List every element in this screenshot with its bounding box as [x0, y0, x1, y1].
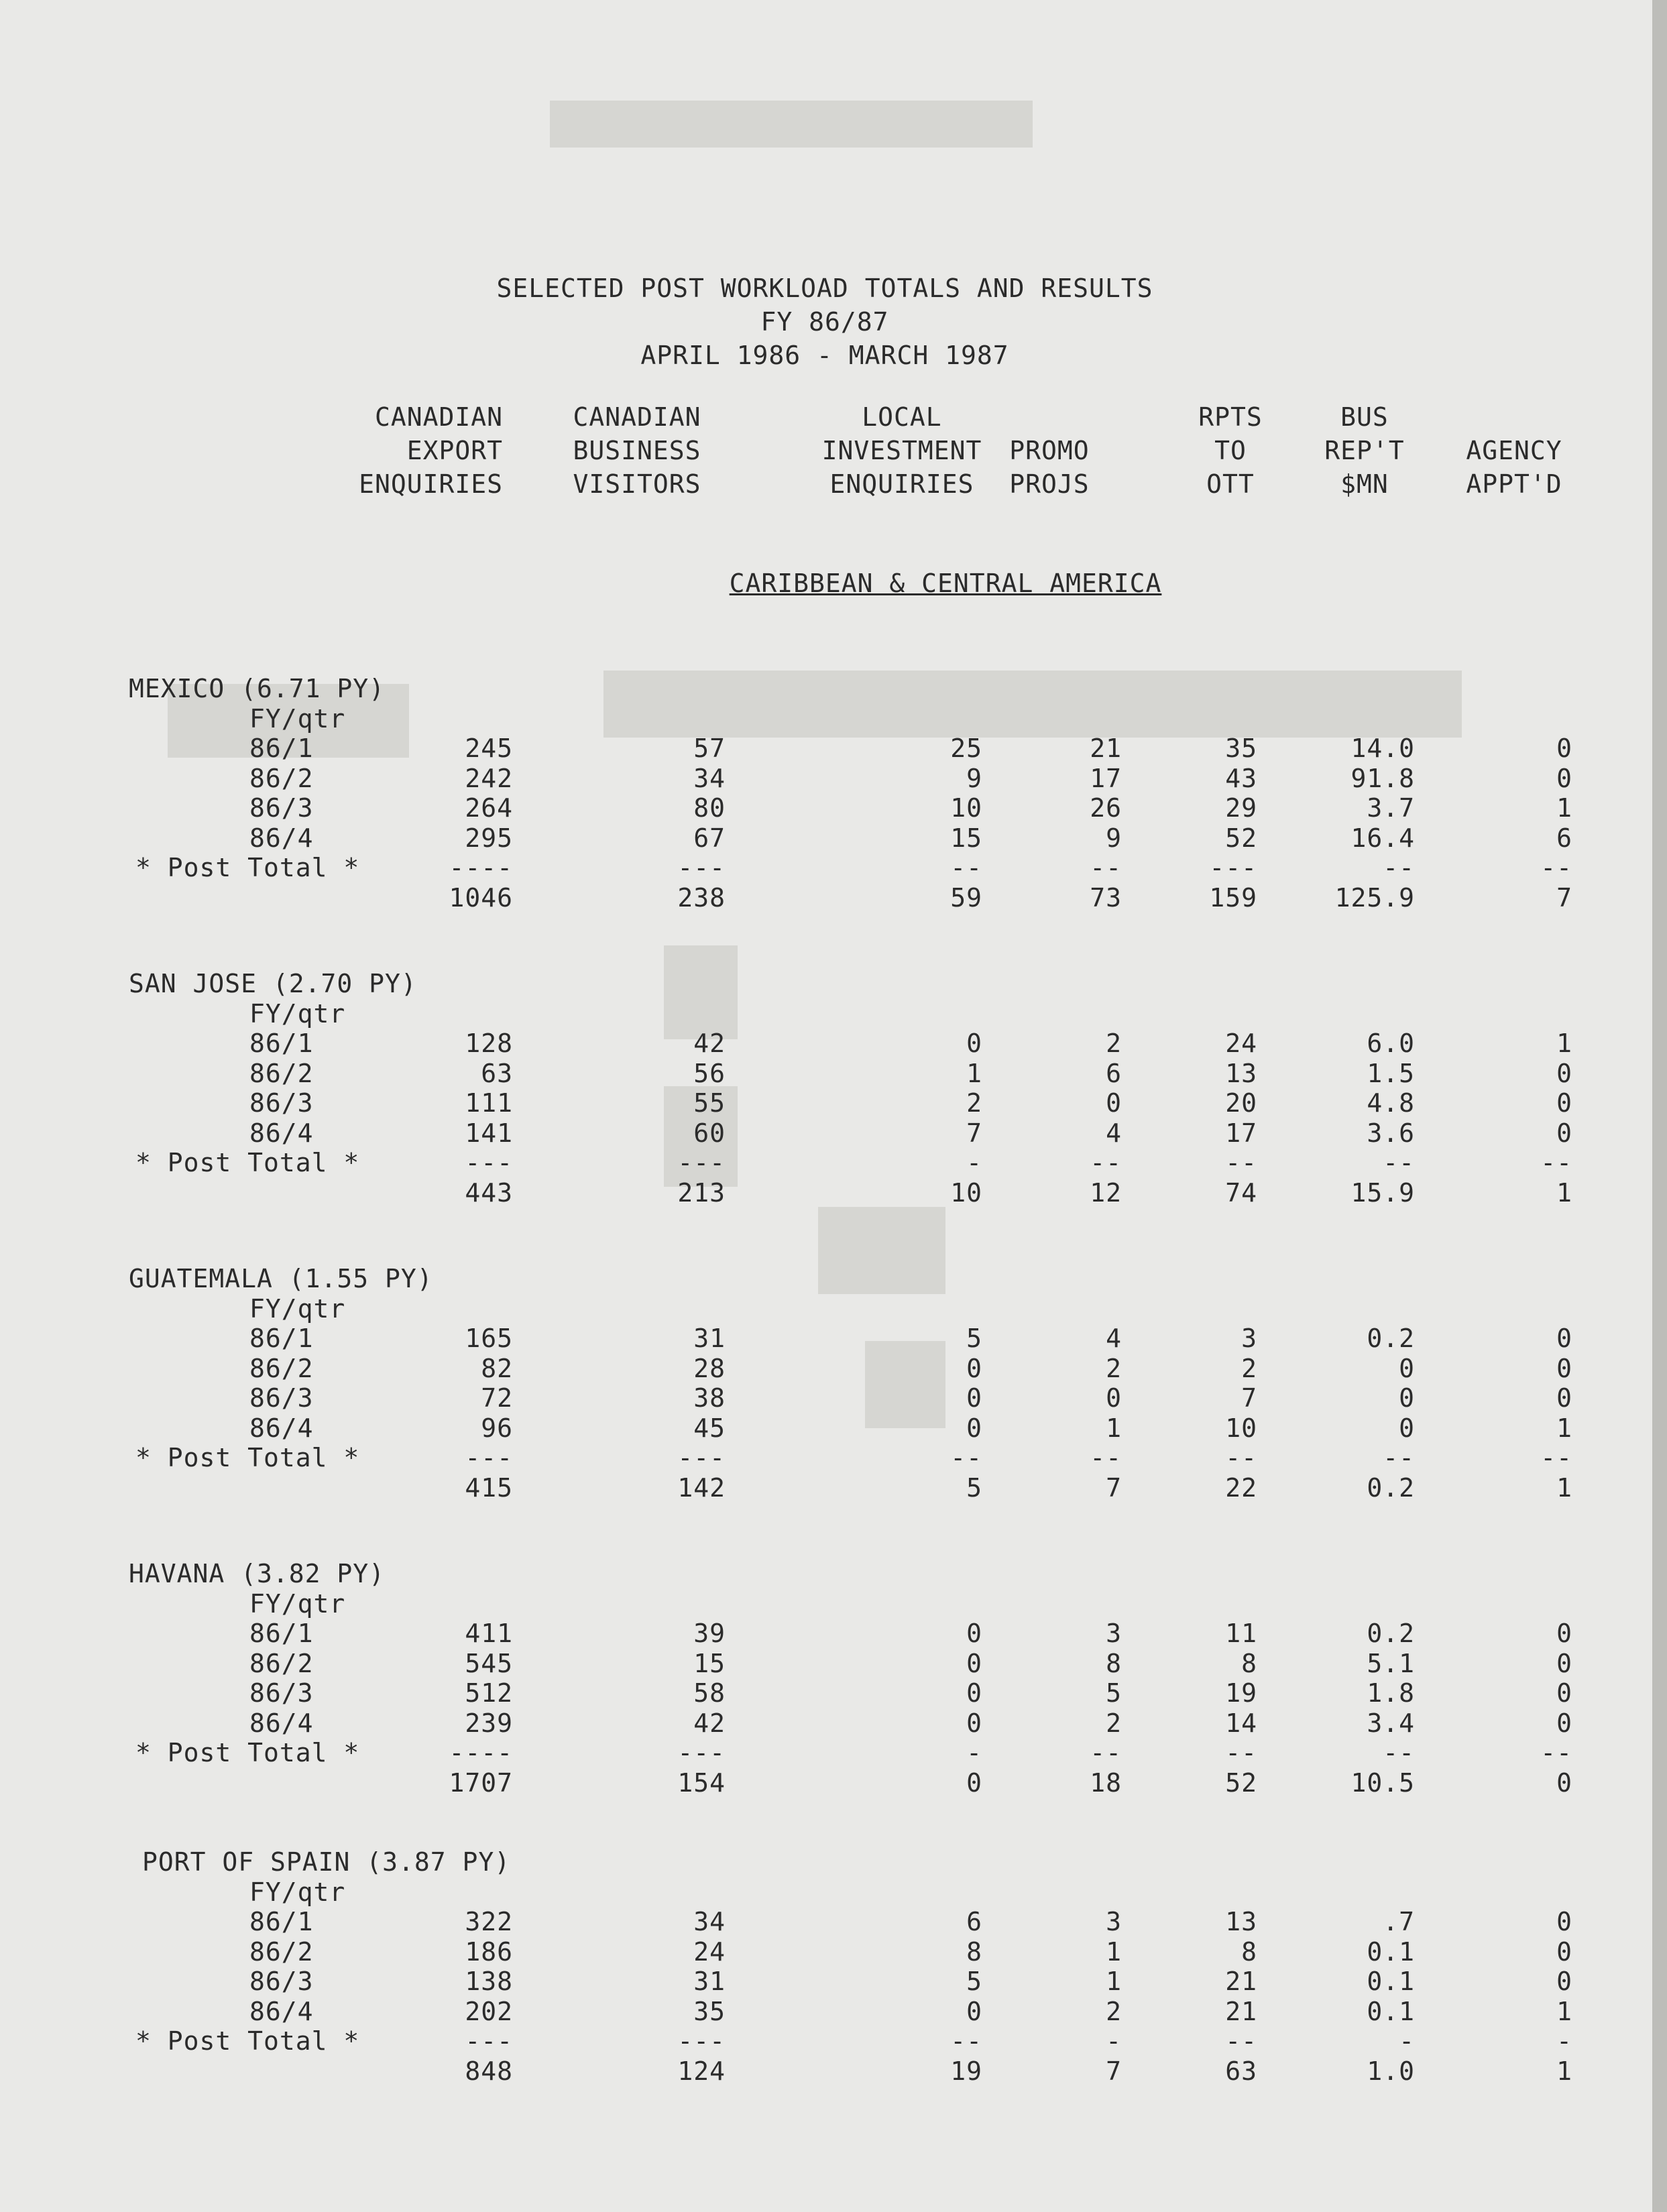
table-cell: 1.5	[1367, 1058, 1415, 1088]
table-cell: 38	[693, 1383, 726, 1413]
table-cell: 52	[1225, 823, 1257, 853]
quarter-label: 86/2	[249, 1353, 314, 1383]
table-cell: 4	[1106, 1324, 1122, 1353]
column-header-line: CANADIAN	[573, 402, 701, 432]
table-cell: 1	[1106, 1936, 1122, 1967]
table-cell: 0	[1399, 1383, 1415, 1413]
column-header-line: APPT'D	[1466, 469, 1562, 499]
table-cell: 0	[1399, 1353, 1415, 1383]
table-cell: 2	[966, 1088, 982, 1118]
table-cell: 20	[1225, 1088, 1257, 1118]
column-header-line: BUS	[1340, 402, 1389, 432]
table-cell: 17	[1090, 763, 1122, 793]
table-cell: 411	[465, 1619, 513, 1648]
table-cell: 34	[693, 763, 726, 793]
table-cell: 1.8	[1367, 1678, 1415, 1708]
post-total-label: * Post Total *	[135, 1738, 360, 1767]
post-total-label: * Post Total *	[135, 1148, 360, 1177]
table-cell: 43	[1225, 763, 1257, 793]
post-total-cell: 125.9	[1334, 882, 1415, 913]
total-rule: --	[1540, 1148, 1572, 1177]
table-cell: 0	[1556, 1648, 1572, 1678]
post-total-label: * Post Total *	[135, 853, 360, 882]
post-total-label: * Post Total *	[135, 2026, 360, 2056]
quarter-label: 86/3	[249, 1967, 314, 1996]
table-cell: 0	[1556, 1907, 1572, 1936]
bleed-through-box	[818, 1207, 945, 1294]
column-header-line: VISITORS	[573, 469, 701, 499]
column-header-line: BUSINESS	[573, 436, 701, 465]
column-header-line: AGENCY	[1466, 436, 1562, 465]
table-cell: 21	[1090, 734, 1122, 763]
table-cell: 5	[966, 1324, 982, 1353]
total-rule: --	[950, 853, 982, 882]
column-header-line: PROMO	[1009, 436, 1090, 465]
table-cell: 141	[465, 1118, 513, 1148]
table-cell: 0	[1556, 1708, 1572, 1738]
post-total-cell: 63	[1225, 2056, 1257, 2086]
table-cell: 0	[966, 1708, 982, 1738]
quarter-label: 86/1	[249, 1907, 314, 1936]
total-rule: --	[1540, 853, 1572, 882]
total-rule: ----	[449, 1738, 513, 1767]
total-rule: ----	[449, 853, 513, 882]
table-cell: 39	[693, 1619, 726, 1648]
post-total-cell: 213	[677, 1177, 726, 1208]
post-total-cell: 1046	[449, 882, 513, 913]
total-rule: --	[1225, 1738, 1257, 1767]
table-cell: 512	[465, 1678, 513, 1708]
total-rule: --	[1090, 1443, 1122, 1472]
post-total-cell: 415	[465, 1472, 513, 1503]
table-cell: 138	[465, 1967, 513, 1996]
quarter-label: 86/2	[249, 1936, 314, 1967]
post-total-cell: 1	[1556, 1472, 1572, 1503]
table-cell: 0	[1556, 1088, 1572, 1118]
table-cell: 165	[465, 1324, 513, 1353]
column-header-line: REP'T	[1324, 436, 1405, 465]
table-cell: 295	[465, 823, 513, 853]
total-rule: ---	[465, 1443, 513, 1472]
table-cell: 80	[693, 793, 726, 823]
table-cell: 186	[465, 1936, 513, 1967]
post-total-cell: 10	[950, 1177, 982, 1208]
post-total-cell: 18	[1090, 1767, 1122, 1798]
quarter-label: 86/1	[249, 1029, 314, 1058]
post-total-cell: 73	[1090, 882, 1122, 913]
table-cell: 10	[1225, 1413, 1257, 1443]
total-rule: -	[1556, 2026, 1572, 2056]
table-cell: 21	[1225, 1967, 1257, 1996]
table-cell: 13	[1225, 1058, 1257, 1088]
table-cell: 0	[1556, 1353, 1572, 1383]
table-cell: 0	[1399, 1413, 1415, 1443]
post-name: MEXICO (6.71 PY)	[129, 674, 386, 703]
table-cell: 45	[693, 1413, 726, 1443]
table-cell: 0.1	[1367, 1967, 1415, 1996]
post-total-cell: 0	[1556, 1767, 1572, 1798]
table-cell: 42	[693, 1708, 726, 1738]
table-cell: 3.6	[1367, 1118, 1415, 1148]
table-cell: 13	[1225, 1907, 1257, 1936]
quarter-label: 86/2	[249, 1648, 314, 1678]
table-cell: 2	[1106, 1029, 1122, 1058]
quarter-label: 86/3	[249, 793, 314, 823]
table-cell: 1	[1106, 1413, 1122, 1443]
total-rule: --	[1540, 1738, 1572, 1767]
table-cell: 0	[966, 1383, 982, 1413]
table-cell: 72	[481, 1383, 513, 1413]
table-cell: 3	[1106, 1907, 1122, 1936]
quarter-label: 86/2	[249, 1058, 314, 1088]
total-rule: ---	[677, 1443, 726, 1472]
post-total-label: * Post Total *	[135, 1443, 360, 1472]
table-cell: 3.7	[1367, 793, 1415, 823]
post-total-cell: 159	[1209, 882, 1257, 913]
table-cell: 67	[693, 823, 726, 853]
total-rule: ---	[677, 853, 726, 882]
table-cell: 1	[1556, 1029, 1572, 1058]
table-cell: 2	[1241, 1353, 1257, 1383]
table-cell: 0	[1556, 1619, 1572, 1648]
total-rule: --	[950, 1443, 982, 1472]
table-cell: 8	[1106, 1648, 1122, 1678]
table-cell: 96	[481, 1413, 513, 1443]
quarter-label: 86/4	[249, 1118, 314, 1148]
table-cell: 8	[1241, 1936, 1257, 1967]
table-cell: 10	[950, 793, 982, 823]
table-cell: 264	[465, 793, 513, 823]
bleed-through-box	[664, 945, 738, 1039]
total-rule: ---	[677, 1738, 726, 1767]
table-cell: 19	[1225, 1678, 1257, 1708]
post-total-cell: 1707	[449, 1767, 513, 1798]
table-cell: 9	[1106, 823, 1122, 853]
page-edge-shadow	[1652, 0, 1667, 2212]
total-rule: -	[1399, 2026, 1415, 2056]
total-rule: --	[1090, 1148, 1122, 1177]
table-cell: 15	[950, 823, 982, 853]
table-cell: 0	[1556, 1936, 1572, 1967]
quarter-label: 86/4	[249, 823, 314, 853]
table-cell: 0	[966, 1029, 982, 1058]
table-cell: 2	[1106, 1353, 1122, 1383]
table-cell: 55	[693, 1088, 726, 1118]
table-cell: 25	[950, 734, 982, 763]
table-cell: 0	[1106, 1383, 1122, 1413]
post-total-cell: 443	[465, 1177, 513, 1208]
table-cell: 0	[1556, 734, 1572, 763]
table-cell: 239	[465, 1708, 513, 1738]
column-header-line: LOCAL	[862, 402, 942, 432]
quarter-label: 86/3	[249, 1678, 314, 1708]
table-cell: 8	[966, 1936, 982, 1967]
table-cell: 4.8	[1367, 1088, 1415, 1118]
quarter-label: 86/1	[249, 1619, 314, 1648]
table-cell: 0	[1106, 1088, 1122, 1118]
table-cell: 82	[481, 1353, 513, 1383]
column-header-line: $MN	[1340, 469, 1389, 499]
quarter-label: 86/4	[249, 1996, 314, 2026]
table-cell: 545	[465, 1648, 513, 1678]
post-total-cell: 74	[1225, 1177, 1257, 1208]
post-total-cell: 154	[677, 1767, 726, 1798]
post-name: SAN JOSE (2.70 PY)	[129, 969, 417, 998]
total-rule: -	[966, 1738, 982, 1767]
fyqtr-label: FY/qtr	[249, 998, 346, 1029]
table-cell: 0.2	[1367, 1619, 1415, 1648]
post-total-cell: 5	[966, 1472, 982, 1503]
table-cell: 6	[966, 1907, 982, 1936]
fyqtr-label: FY/qtr	[249, 1588, 346, 1619]
post-total-cell: 59	[950, 882, 982, 913]
table-cell: 0	[1556, 1383, 1572, 1413]
total-rule: --	[1540, 1443, 1572, 1472]
table-cell: 31	[693, 1324, 726, 1353]
table-cell: 35	[693, 1996, 726, 2026]
post-total-cell: 124	[677, 2056, 726, 2086]
table-cell: 0	[1556, 1058, 1572, 1088]
table-cell: 0.1	[1367, 1936, 1415, 1967]
column-header-line: OTT	[1206, 469, 1255, 499]
post-total-cell: 0	[966, 1767, 982, 1798]
table-cell: 322	[465, 1907, 513, 1936]
table-cell: 4	[1106, 1118, 1122, 1148]
fyqtr-label: FY/qtr	[249, 703, 346, 734]
table-cell: 1	[966, 1058, 982, 1088]
table-cell: 2	[1106, 1708, 1122, 1738]
total-rule: --	[1090, 853, 1122, 882]
table-cell: 29	[1225, 793, 1257, 823]
table-cell: 6	[1106, 1058, 1122, 1088]
table-cell: 0	[966, 1648, 982, 1678]
post-name: PORT OF SPAIN (3.87 PY)	[142, 1847, 511, 1877]
table-cell: 14	[1225, 1708, 1257, 1738]
quarter-label: 86/2	[249, 763, 314, 793]
total-rule: --	[1225, 1443, 1257, 1472]
table-cell: 58	[693, 1678, 726, 1708]
table-cell: 0	[966, 1413, 982, 1443]
table-cell: 6	[1556, 823, 1572, 853]
table-cell: 5	[966, 1967, 982, 1996]
post-total-cell: 7	[1556, 882, 1572, 913]
column-header-line: EXPORT	[406, 436, 503, 465]
total-rule: --	[1383, 1148, 1415, 1177]
table-cell: 42	[693, 1029, 726, 1058]
post-total-cell: 238	[677, 882, 726, 913]
column-header-line: TO	[1214, 436, 1247, 465]
table-cell: 1	[1556, 793, 1572, 823]
table-cell: 1	[1556, 1996, 1572, 2026]
table-cell: 3.4	[1367, 1708, 1415, 1738]
table-cell: 91.8	[1350, 763, 1415, 793]
total-rule: --	[1383, 853, 1415, 882]
table-cell: 0.2	[1367, 1324, 1415, 1353]
column-header-line: ENQUIRIES	[829, 469, 974, 499]
column-header-line: PROJS	[1009, 469, 1090, 499]
table-cell: 6.0	[1367, 1029, 1415, 1058]
table-cell: 7	[1241, 1383, 1257, 1413]
table-cell: 0	[966, 1996, 982, 2026]
bleed-through-box	[550, 101, 1033, 148]
table-cell: 5	[1106, 1678, 1122, 1708]
table-cell: 31	[693, 1967, 726, 1996]
column-header-line: INVESTMENT	[821, 436, 982, 465]
total-rule: --	[1225, 2026, 1257, 2056]
total-rule: ---	[677, 2026, 726, 2056]
table-cell: 9	[966, 763, 982, 793]
table-cell: 0	[966, 1353, 982, 1383]
report-fiscal-year: FY 86/87	[760, 307, 889, 337]
table-cell: 0.1	[1367, 1996, 1415, 2026]
table-cell: 35	[1225, 734, 1257, 763]
column-header-line: RPTS	[1198, 402, 1263, 432]
table-cell: 0	[1556, 1118, 1572, 1148]
table-cell: 0	[1556, 763, 1572, 793]
table-cell: 26	[1090, 793, 1122, 823]
table-cell: 0	[966, 1678, 982, 1708]
total-rule: -	[966, 1148, 982, 1177]
table-cell: 28	[693, 1353, 726, 1383]
table-cell: 63	[481, 1058, 513, 1088]
post-total-cell: 52	[1225, 1767, 1257, 1798]
report-date-range: APRIL 1986 - MARCH 1987	[640, 341, 1009, 370]
total-rule: ---	[465, 2026, 513, 2056]
table-cell: 0	[1556, 1678, 1572, 1708]
post-total-cell: 15.9	[1350, 1177, 1415, 1208]
table-cell: 242	[465, 763, 513, 793]
quarter-label: 86/3	[249, 1088, 314, 1118]
table-cell: 5.1	[1367, 1648, 1415, 1678]
total-rule: --	[1090, 1738, 1122, 1767]
table-cell: 202	[465, 1996, 513, 2026]
post-total-cell: 848	[465, 2056, 513, 2086]
table-cell: 34	[693, 1907, 726, 1936]
post-total-cell: 12	[1090, 1177, 1122, 1208]
table-cell: 16.4	[1350, 823, 1415, 853]
post-name: GUATEMALA (1.55 PY)	[129, 1264, 433, 1293]
column-header-line: ENQUIRIES	[359, 469, 503, 499]
table-cell: 14.0	[1350, 734, 1415, 763]
fyqtr-label: FY/qtr	[249, 1877, 346, 1907]
table-cell: 57	[693, 734, 726, 763]
table-cell: .7	[1383, 1907, 1415, 1936]
table-cell: 7	[966, 1118, 982, 1148]
total-rule: ---	[465, 1148, 513, 1177]
table-cell: 60	[693, 1118, 726, 1148]
fyqtr-label: FY/qtr	[249, 1293, 346, 1324]
quarter-label: 86/4	[249, 1708, 314, 1738]
quarter-label: 86/3	[249, 1383, 314, 1413]
table-cell: 0	[966, 1619, 982, 1648]
table-cell: 24	[693, 1936, 726, 1967]
post-name: HAVANA (3.82 PY)	[129, 1559, 386, 1588]
post-total-cell: 1	[1556, 1177, 1572, 1208]
table-cell: 15	[693, 1648, 726, 1678]
total-rule: --	[1383, 1738, 1415, 1767]
table-cell: 3	[1241, 1324, 1257, 1353]
post-total-cell: 0.2	[1367, 1472, 1415, 1503]
table-cell: 0	[1556, 1967, 1572, 1996]
post-total-cell: 142	[677, 1472, 726, 1503]
table-cell: 111	[465, 1088, 513, 1118]
post-total-cell: 7	[1106, 2056, 1122, 2086]
total-rule: --	[1383, 1443, 1415, 1472]
report-title: SELECTED POST WORKLOAD TOTALS AND RESULTS	[496, 274, 1153, 303]
table-cell: 21	[1225, 1996, 1257, 2026]
table-cell: 0	[1556, 1324, 1572, 1353]
table-cell: 3	[1106, 1619, 1122, 1648]
quarter-label: 86/4	[249, 1413, 314, 1443]
table-cell: 56	[693, 1058, 726, 1088]
table-cell: 128	[465, 1029, 513, 1058]
post-total-cell: 19	[950, 2056, 982, 2086]
total-rule: --	[950, 2026, 982, 2056]
post-total-cell: 10.5	[1350, 1767, 1415, 1798]
total-rule: ---	[677, 1148, 726, 1177]
total-rule: --	[1225, 1148, 1257, 1177]
table-cell: 8	[1241, 1648, 1257, 1678]
column-header-line: CANADIAN	[374, 402, 503, 432]
table-cell: 11	[1225, 1619, 1257, 1648]
total-rule: -	[1106, 2026, 1122, 2056]
post-total-cell: 1	[1556, 2056, 1572, 2086]
bleed-through-box	[603, 671, 1462, 738]
post-total-cell: 22	[1225, 1472, 1257, 1503]
table-cell: 245	[465, 734, 513, 763]
table-cell: 1	[1106, 1967, 1122, 1996]
table-cell: 24	[1225, 1029, 1257, 1058]
total-rule: ---	[1209, 853, 1257, 882]
region-heading: CARIBBEAN & CENTRAL AMERICA	[729, 569, 1162, 598]
post-total-cell: 7	[1106, 1472, 1122, 1503]
table-cell: 1	[1556, 1413, 1572, 1443]
post-total-cell: 1.0	[1367, 2056, 1415, 2086]
quarter-label: 86/1	[249, 1324, 314, 1353]
table-cell: 17	[1225, 1118, 1257, 1148]
quarter-label: 86/1	[249, 734, 314, 763]
table-cell: 2	[1106, 1996, 1122, 2026]
